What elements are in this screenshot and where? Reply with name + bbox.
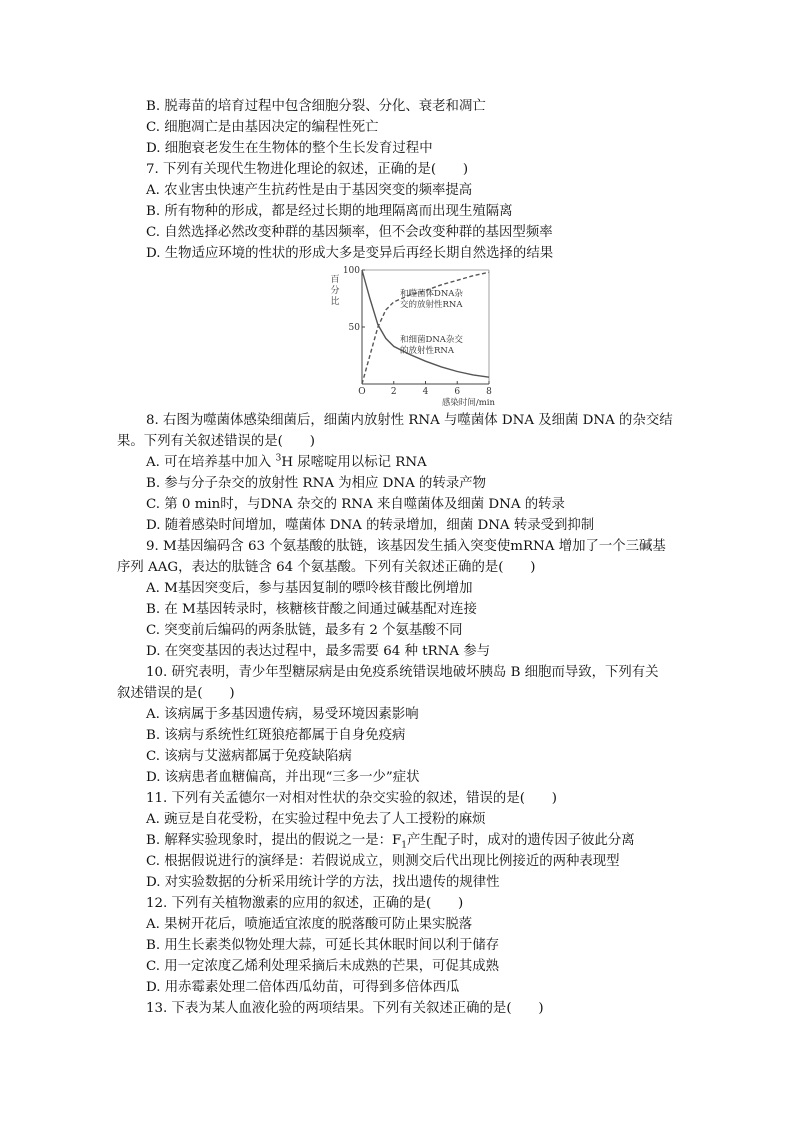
q12-option-a: A. 果树开花后，喷施适宜浓度的脱落酸可防止果实脱落 [146, 917, 473, 932]
q9-option-c: C. 突变前后编码的两条肽链，最多有 2 个氨基酸不同 [146, 623, 463, 638]
q9-stem-line2: 序列 AAG，表达的肽链含 64 个氨基酸。下列有关叙述正确的是( ) [117, 560, 536, 575]
q6-option-c: C. 细胞凋亡是由基因决定的编程性死亡 [146, 120, 379, 135]
y-axis-label-char: 百 [330, 275, 340, 285]
q8-option-a-sup: 3 [275, 453, 282, 464]
q11-option-b-post: 产生配子时，成对的遗传因子彼此分离 [407, 833, 635, 848]
q10-option-c: C. 该病与艾滋病都属于免疫缺陷病 [146, 749, 352, 764]
q7-stem: 7. 下列有关现代生物进化理论的叙述，正确的是( ) [146, 162, 469, 177]
y-tick-label: 100 [342, 266, 360, 276]
x-axis-label: 感染时间/min [441, 398, 495, 406]
q6-option-b: B. 脱毒苗的培育过程中包含细胞分裂、分化、衰老和凋亡 [146, 99, 486, 114]
x-tick-label: 8 [486, 387, 492, 397]
y-axis-label [330, 274, 339, 307]
x-tick-label: 6 [454, 387, 461, 397]
q7-option-c: C. 自然选择必然改变种群的基因频率，但不会改变种群的基因型频率 [146, 225, 553, 240]
q11-option-d: D. 对实验数据的分析采用统计学的方法，找出遗传的规律性 [146, 875, 500, 890]
q10-stem-line1: 10. 研究表明，青少年型糖尿病是由免疫系统错误地破坏胰岛 B 细胞而导致，下列有关 [146, 665, 659, 680]
q7-option-d: D. 生物适应环境的性状的形成大多是变异后再经长期自然选择的结果 [146, 246, 554, 261]
q9-stem-line1: 9. M基因编码含 63 个氨基酸的肽链，该基因发生插入突变使mRNA 增加了一个三碱基 [146, 539, 666, 554]
series-label: 和噬菌体DNA杂 [400, 289, 463, 299]
q12-stem: 12. 下列有关植物激素的应用的叙述，正确的是( ) [146, 896, 464, 911]
x-tick-label: O [358, 387, 366, 397]
q12-option-b: B. 用生长素类似物处理大蒜，可延长其休眠时间以利于储存 [146, 938, 500, 953]
series-line-bacteria [362, 270, 489, 377]
series-label: 的放射性RNA [400, 346, 454, 356]
q9-option-b: B. 在 M基因转录时，核糖核苷酸之间通过碱基配对连接 [146, 602, 477, 617]
q11-option-b-sub: 1 [401, 840, 408, 851]
q11-option-c: C. 根据假说进行的演绎是：若假说成立，则测交后代出现比例接近的两种表现型 [146, 854, 620, 869]
q8-option-a-pre: A. 可在培养基中加入 [146, 455, 276, 470]
series-label: 和细菌DNA杂交 [400, 335, 463, 345]
q9-option-d: D. 在突变基因的表达过程中，最多需要 64 种 tRNA 参与 [146, 644, 491, 659]
q7-option-a: A. 农业害虫快速产生抗药性是由于基因突变的频率提高 [146, 183, 473, 198]
q6-option-d: D. 细胞衰老发生在生物体的整个生长发育过程中 [146, 141, 433, 156]
q8-stem-line1: 8. 右图为噬菌体感染细菌后，细菌内放射性 RNA 与噬菌体 DNA 及细菌 DNA 的杂交结 [146, 413, 673, 428]
q10-option-a: A. 该病属于多基因遗传病，易受环境因素影响 [146, 707, 419, 722]
q8-stem-line2: 果。下列有关叙述错误的是( ) [117, 434, 315, 449]
q12-option-c: C. 用一定浓度乙烯利处理采摘后未成熟的芒果，可促其成熟 [146, 959, 500, 974]
q7-option-b: B. 所有物种的形成，都是经过长期的地理隔离而出现生殖隔离 [146, 204, 513, 219]
q13-stem: 13. 下表为某人血液化验的两项结果。下列有关叙述正确的是( ) [146, 1001, 544, 1016]
q8-option-c: C. 第 0 min时，与DNA 杂交的 RNA 来自噬菌体及细菌 DNA 的转录 [146, 497, 565, 512]
y-tick-label: 50 [348, 323, 360, 333]
q12-option-d: D. 用赤霉素处理二倍体西瓜幼苗，可得到多倍体西瓜 [146, 980, 460, 995]
q8-option-b: B. 参与分子杂交的放射性 RNA 为相应 DNA 的转录产物 [146, 476, 487, 491]
q11-option-b-pre: B. 解释实验现象时，提出的假说之一是：F [146, 833, 402, 848]
q11-stem: 11. 下列有关孟德尔一对相对性状的杂交实验的叙述，错误的是( ) [146, 791, 557, 806]
y-axis-label-char: 比 [330, 297, 340, 307]
q11-option-b [146, 830, 635, 851]
q11-option-a: A. 豌豆是自花受粉，在实验过程中免去了人工授粉的麻烦 [146, 812, 486, 827]
y-axis-label-char: 分 [330, 286, 340, 296]
q8-option-a [146, 452, 427, 473]
x-tick-label: 4 [422, 387, 429, 397]
q9-option-a: A. M基因突变后，参与基因复制的嘌呤核苷酸比例增加 [146, 581, 473, 596]
hybridization-chart [318, 262, 502, 406]
q10-option-b: B. 该病与系统性红斑狼疮都属于自身免疫病 [146, 728, 406, 743]
q10-stem-line2: 叙述错误的是( ) [117, 686, 235, 701]
q10-option-d: D. 该病患者血糖偏高，并出现“三多一少”症状 [146, 770, 420, 785]
q8-option-d: D. 随着感染时间增加，噬菌体 DNA 的转录增加，细菌 DNA 转录受到抑制 [146, 518, 595, 533]
q8-option-a-post: H 尿嘧啶用以标记 RNA [281, 455, 427, 470]
x-tick-label: 2 [390, 387, 397, 397]
series-label: 交的放射性RNA [400, 300, 463, 310]
